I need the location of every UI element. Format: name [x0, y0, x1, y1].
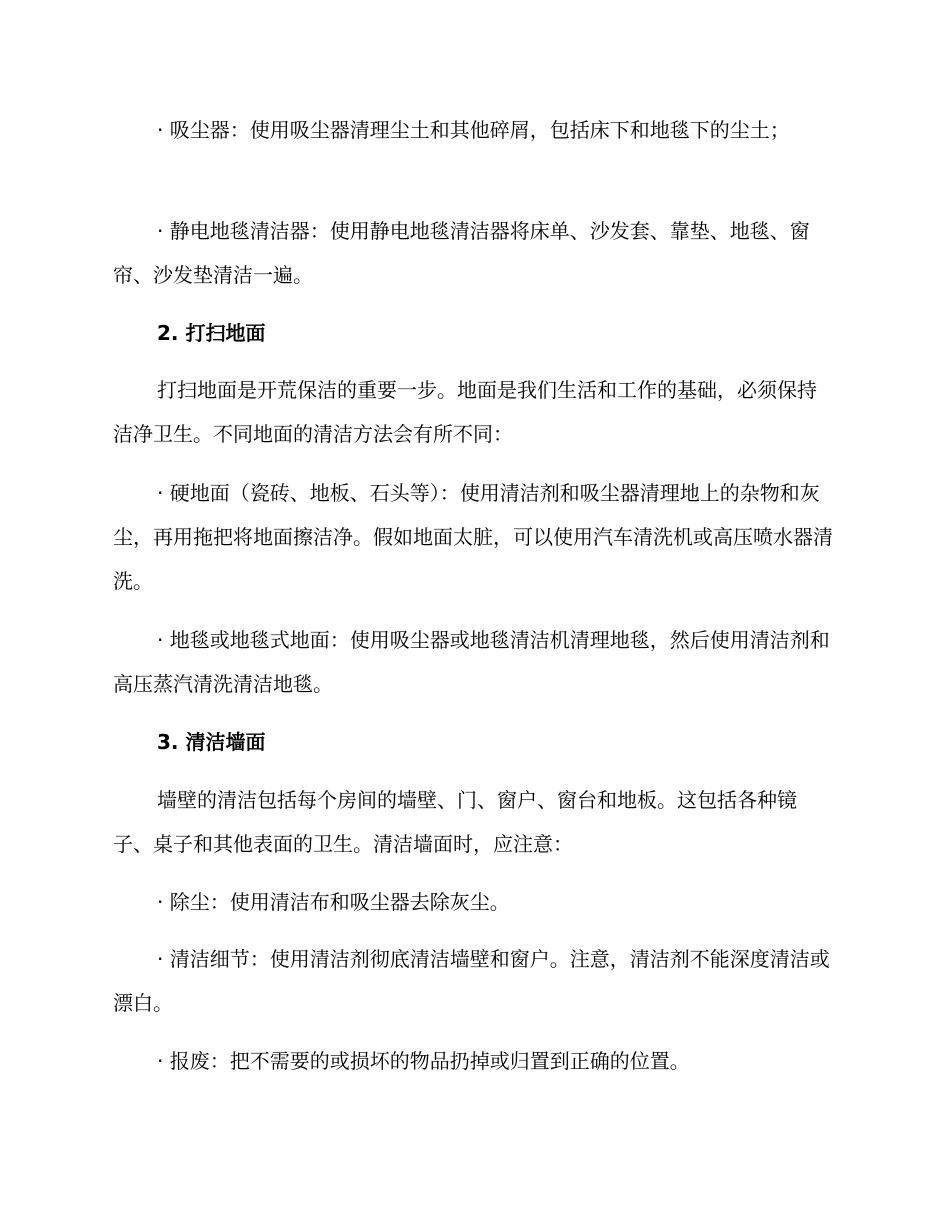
bullet-discard: · 报废：把不需要的或损坏的物品扔掉或归置到正确的位置。: [157, 1049, 690, 1073]
section-heading-clean-walls: 3. 清洁墙面: [157, 730, 266, 754]
bullet-hard-floor: · 硬地面（瓷砖、地板、石头等）：使用清洁剂和吸尘器清理地上的杂物和灰尘，再用拖把将地面擦洁净。假如地面太脏，可以使用汽车清洗机或高压喷水器清洗。: [113, 481, 833, 593]
section-heading-sweep-floor: 2. 打扫地面: [157, 321, 266, 345]
bullet-static-carpet-cleaner: · 静电地毯清洁器：使用静电地毯清洁器将床单、沙发套、靠垫、地毯、窗帘、沙发垫清洁一遍。: [113, 219, 810, 287]
bullet-dust-removal: · 除尘：使用清洁布和吸尘器去除灰尘。: [157, 890, 510, 914]
paragraph-walls-intro: 墙壁的清洁包括每个房间的墙壁、门、窗户、窗台和地板。这包括各种镜子、桌子和其他表面的卫生。清洁墙面时，应注意：: [113, 788, 797, 856]
bullet-detail-cleaning: · 清洁细节：使用清洁剂彻底清洁墙壁和窗户。注意，清洁剂不能深度清洁或漂白。: [113, 947, 830, 1015]
bullet-vacuum: · 吸尘器：使用吸尘器清理尘土和其他碎屑，包括床下和地毯下的尘土；: [157, 118, 790, 142]
bullet-carpet-floor: · 地毯或地毯式地面：使用吸尘器或地毯清洁机清理地毯，然后使用清洁剂和高压蒸汽清洗清洁地毯。: [113, 628, 830, 696]
paragraph-floor-intro: 打扫地面是开荒保洁的重要一步。地面是我们生活和工作的基础，必须保持洁净卫生。不同地面的清洁方法会有所不同：: [113, 378, 817, 446]
